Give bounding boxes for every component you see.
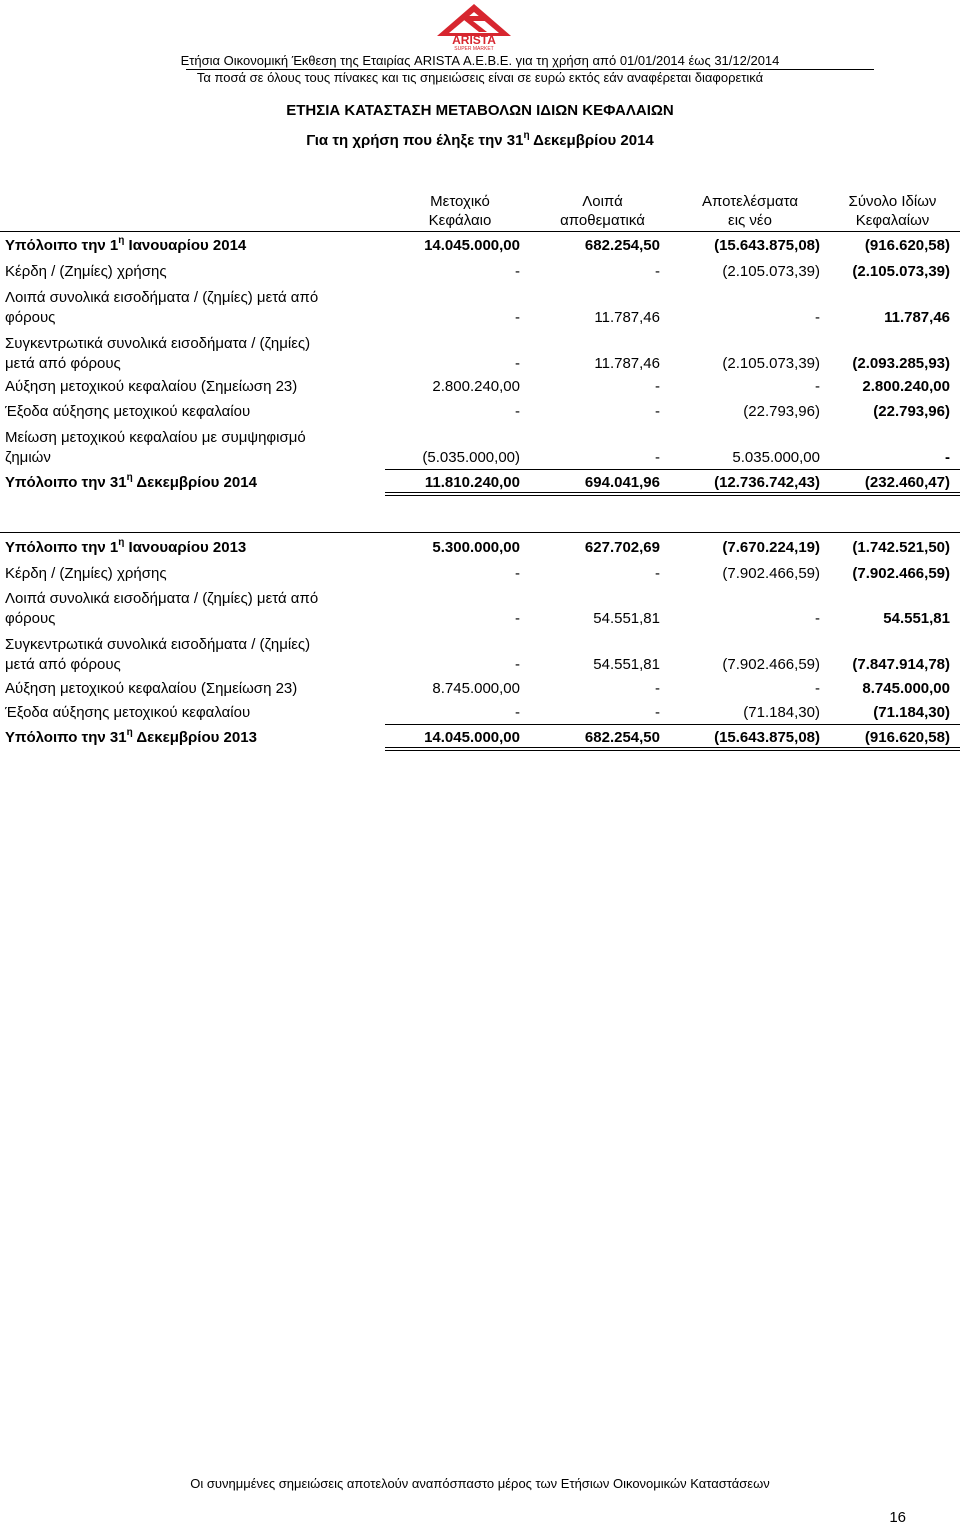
table-rule xyxy=(385,495,960,496)
cell-retained-earnings: 5.035.000,00 xyxy=(732,449,820,466)
cell-total-equity: (7.902.466,59) xyxy=(852,565,950,582)
cell-total-equity: 11.787,46 xyxy=(884,309,950,326)
table-rule xyxy=(0,532,960,533)
cell-retained-earnings: - xyxy=(815,680,820,697)
table-row xyxy=(0,262,960,282)
table-row xyxy=(0,473,960,493)
cell-share-capital: - xyxy=(515,355,520,372)
row-label: Συγκεντρωτικά συνολικά εισοδήματα / (ζημίες) μετά από φόρους xyxy=(5,335,311,372)
table-rule xyxy=(385,469,960,470)
table-row xyxy=(0,589,960,629)
cell-total-equity: 2.800.240,00 xyxy=(862,378,950,395)
cell-total-equity: (2.105.073,39) xyxy=(852,263,950,280)
cell-share-capital: - xyxy=(515,704,520,721)
cell-total-equity: (22.793,96) xyxy=(873,403,950,420)
cell-other-reserves: 682.254,50 xyxy=(584,237,660,254)
cell-share-capital: - xyxy=(515,565,520,582)
row-label: Αύξηση μετοχικού κεφαλαίου (Σημείωση 23) xyxy=(5,680,298,697)
row-label: Υπόλοιπο την $31^\eta$ Δεκεμβρίου 2013 xyxy=(5,727,257,746)
row-label: Υπόλοιπο την $31^\eta$ Δεκεμβρίου 2014 xyxy=(5,472,257,491)
row-label: Κέρδη / (Ζημίες) χρήσης xyxy=(5,565,167,582)
cell-total-equity: 8.745.000,00 xyxy=(862,680,950,697)
cell-other-reserves: - xyxy=(655,403,660,420)
cell-retained-earnings: - xyxy=(815,378,820,395)
cell-other-reserves: 627.702,69 xyxy=(584,539,660,556)
table-row xyxy=(0,236,960,256)
table-row xyxy=(0,635,960,675)
cell-share-capital: 14.045.000,00 xyxy=(424,237,520,254)
column-header-retained-earnings: Αποτελέσματα εις νέο xyxy=(701,193,799,229)
cell-share-capital: 5.300.000,00 xyxy=(432,539,520,556)
cell-retained-earnings: - xyxy=(815,610,820,627)
cell-other-reserves: 54.551,81 xyxy=(593,610,660,627)
table-row xyxy=(0,703,960,723)
table-row xyxy=(0,538,960,558)
cell-retained-earnings: (2.105.073,39) xyxy=(722,355,820,372)
cell-other-reserves: 694.041,96 xyxy=(584,474,660,491)
table-rule xyxy=(385,724,960,725)
cell-share-capital: 8.745.000,00 xyxy=(432,680,520,697)
table-rule xyxy=(385,492,960,493)
table-row xyxy=(0,728,960,748)
cell-share-capital: - xyxy=(515,403,520,420)
logo-text: ARISTA xyxy=(452,33,496,47)
cell-other-reserves: - xyxy=(655,565,660,582)
cell-share-capital: 14.045.000,00 xyxy=(424,729,520,746)
table-rule xyxy=(385,747,960,748)
cell-other-reserves: 11.787,46 xyxy=(594,309,660,326)
table-rule xyxy=(0,231,960,232)
row-label: Λοιπά συνολικά εισοδήματα / (ζημίες) μετά από φόρους xyxy=(5,590,319,627)
cell-retained-earnings: (22.793,96) xyxy=(743,403,820,420)
cell-retained-earnings: (7.902.466,59) xyxy=(722,656,820,673)
cell-other-reserves: 54.551,81 xyxy=(593,656,660,673)
cell-total-equity: - xyxy=(945,449,950,466)
cell-total-equity: (232.460,47) xyxy=(864,474,950,491)
table-row xyxy=(0,564,960,584)
cell-share-capital: - xyxy=(515,610,520,627)
cell-other-reserves: - xyxy=(655,378,660,395)
row-label: Λοιπά συνολικά εισοδήματα / (ζημίες) μετά από φόρους xyxy=(5,289,319,326)
row-label: Έξοδα αύξησης μετοχικού κεφαλαίου xyxy=(5,403,251,420)
cell-retained-earnings: (15.643.875,08) xyxy=(714,237,820,254)
cell-retained-earnings: (7.902.466,59) xyxy=(722,565,820,582)
cell-share-capital: 2.800.240,00 xyxy=(432,378,520,395)
cell-total-equity: (2.093.285,93) xyxy=(852,355,950,372)
table-rule xyxy=(385,750,960,751)
cell-retained-earnings: (7.670.224,19) xyxy=(722,539,820,556)
footer-note: Οι συνημμένες σημειώσεις αποτελούν αναπόσπαστο μέρος των Ετήσιων Οικονομικών Καταστάσεων xyxy=(190,1476,770,1491)
cell-total-equity: (916.620,58) xyxy=(864,237,950,254)
statement-title: ΕΤΗΣΙΑ ΚΑΤΑΣΤΑΣΗ ΜΕΤΑΒΟΛΩΝ ΙΔΙΩΝ ΚΕΦΑΛΑΙΩΝ xyxy=(286,102,674,119)
page-number: 16 xyxy=(889,1509,906,1526)
table-row xyxy=(0,402,960,422)
cell-other-reserves: 682.254,50 xyxy=(584,729,660,746)
table-row xyxy=(0,377,960,397)
cell-total-equity: (916.620,58) xyxy=(864,729,950,746)
cell-share-capital: (5.035.000,00) xyxy=(422,449,520,466)
cell-share-capital: 11.810.240,00 xyxy=(424,474,520,491)
row-label: Συγκεντρωτικά συνολικά εισοδήματα / (ζημίες) μετά από φόρους xyxy=(5,636,311,673)
cell-other-reserves: 11.787,46 xyxy=(594,355,660,372)
logo-subtext: SUPER MARKET xyxy=(454,46,494,50)
arista-logo xyxy=(415,2,533,50)
column-header-share-capital: Μετοχικό Κεφάλαιο xyxy=(428,193,492,229)
cell-total-equity: (71.184,30) xyxy=(873,704,950,721)
cell-other-reserves: - xyxy=(655,449,660,466)
report-header-line1: Ετήσια Οικονομική Έκθεση της Εταιρίας ARISTA Α.Ε.Β.Ε. για τη χρήση από 01/01/2014 έως 31/12/2014 xyxy=(180,53,780,68)
cell-retained-earnings: (71.184,30) xyxy=(743,704,820,721)
cell-retained-earnings: (12.736.742,43) xyxy=(714,474,820,491)
table-row xyxy=(0,679,960,699)
row-label: Υπόλοιπο την $1^\eta$ Ιανουαρίου 2014 xyxy=(5,235,247,254)
row-label: Μείωση μετοχικού κεφαλαίου με συμψηφισμό ζημιών xyxy=(5,429,306,466)
cell-retained-earnings: - xyxy=(815,309,820,326)
cell-other-reserves: - xyxy=(655,680,660,697)
cell-share-capital: - xyxy=(515,656,520,673)
cell-total-equity: 54.551,81 xyxy=(883,610,950,627)
table-row xyxy=(0,334,960,374)
cell-share-capital: - xyxy=(515,309,520,326)
cell-other-reserves: - xyxy=(655,704,660,721)
cell-total-equity: (1.742.521,50) xyxy=(852,539,950,556)
column-header-total-equity: Σύνολο Ιδίων Κεφαλαίων xyxy=(848,193,937,229)
cell-retained-earnings: (2.105.073,39) xyxy=(722,263,820,280)
row-label: Αύξηση μετοχικού κεφαλαίου (Σημείωση 23) xyxy=(5,378,298,395)
table-row xyxy=(0,428,960,468)
row-label: Υπόλοιπο την $1^\eta$ Ιανουαρίου 2013 xyxy=(5,537,247,556)
cell-total-equity: (7.847.914,78) xyxy=(852,656,950,673)
report-header-line2: Τα ποσά σε όλους τους πίνακες και τις σημειώσεις είναι σε ευρώ εκτός εάν αναφέρεται διαφορετικά xyxy=(196,70,764,85)
cell-share-capital: - xyxy=(515,263,520,280)
row-label: Κέρδη / (Ζημίες) χρήσης xyxy=(5,263,167,280)
column-header-other-reserves: Λοιπά αποθεματικά xyxy=(560,193,645,229)
cell-other-reserves: - xyxy=(655,263,660,280)
table-row xyxy=(0,288,960,328)
row-label: Έξοδα αύξησης μετοχικού κεφαλαίου xyxy=(5,704,251,721)
cell-retained-earnings: (15.643.875,08) xyxy=(714,729,820,746)
statement-subtitle: Για τη χρήση που έληξε την $31^\eta$ Δεκεμβρίου 2014 xyxy=(306,130,654,149)
